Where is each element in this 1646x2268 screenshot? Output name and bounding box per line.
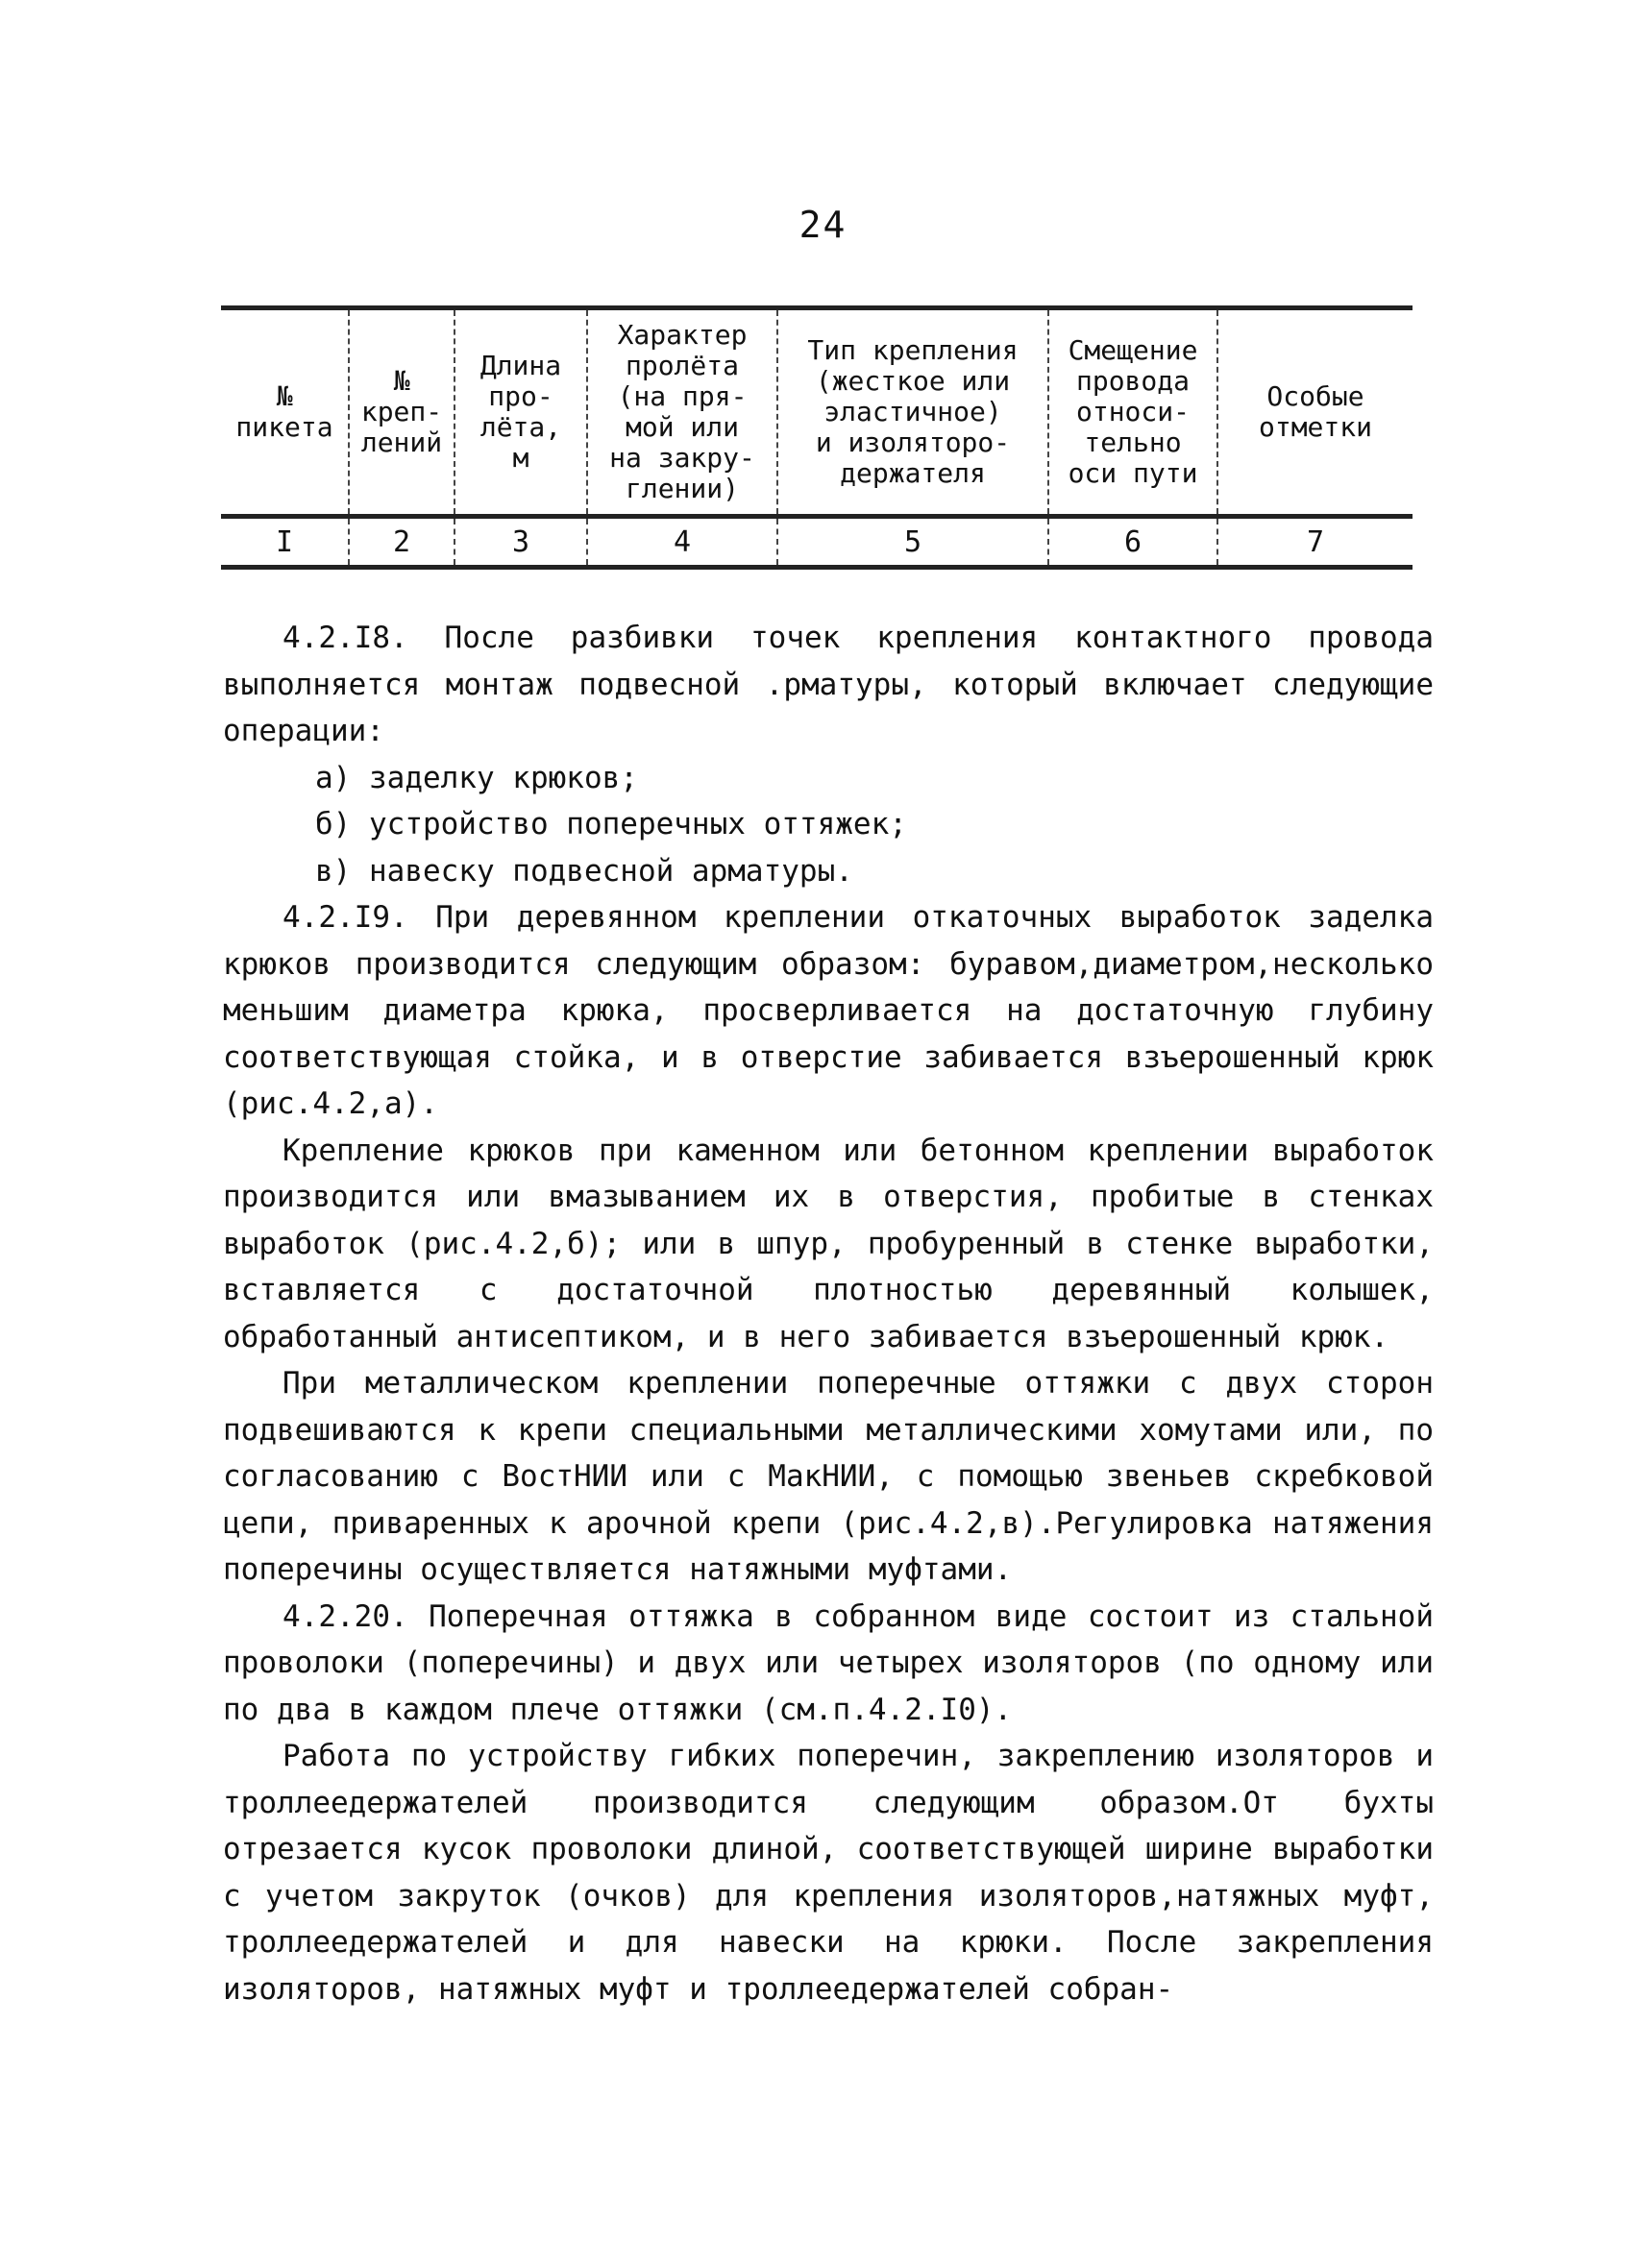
column-number: 7: [1306, 524, 1325, 559]
column-number: 5: [778, 519, 1049, 565]
header-special-notes: Особые отметки: [1258, 380, 1372, 443]
header-mount-number: № креп- лений: [350, 310, 455, 514]
body-text: [223, 615, 1434, 2012]
header-mount-type: Тип крепления (жесткое или эластичное) и изоляторо- держателя: [778, 310, 1049, 514]
header-span-length: Длина про- лёта, м: [455, 310, 588, 514]
column-number: I: [221, 519, 350, 565]
table-header-row: [221, 310, 1413, 514]
column-number: 3: [455, 519, 588, 565]
header-wire-offset: Смещение провода относи- тельно оси пути: [1049, 310, 1218, 514]
list-item: в) навеску подвесной арматуры.: [315, 853, 853, 889]
list-item: а) заделку крюков;: [315, 760, 638, 795]
paragraph-stone-mounting: Крепление крюков при каменном или бетонном креплении выработок производится или вмазыванием их в отверстия, пробитые в стенках выработок (рис.4.2,б); или в шпур, пробуренный в стенке выработки, вставляется с достаточной плотностью деревянный колышек, обработанный антисептиком, и в него забивается взъерошенный крюк.: [223, 1133, 1434, 1354]
paragraph-metal-mounting: При металлическом креплении поперечные оттяжки с двух сторон подвешиваются к крепи специальными металлическими хомутами или, по согласованию с ВостНИИ или с МакНИИ, с помощью звеньев скребковой цепи, приваренных к арочной крепи (рис.4.2,в).Регулировка натяжения поперечины осуществляется натяжными муфтами.: [223, 1366, 1434, 1587]
column-number: 2: [350, 519, 455, 565]
column-number: 6: [1049, 519, 1218, 565]
paragraph-4-2-18: 4.2.I8. После разбивки точек крепления контактного провода выполняется монтаж подвесной .рматуры, который включает следующие операции:: [223, 621, 1434, 748]
list-item: б) устройство поперечных оттяжек;: [315, 807, 907, 841]
paragraph-flexible-crossbars: Работа по устройству гибких поперечин, закреплению изоляторов и троллеедержателей производится следующим образом.От бухты отрезается кусок проволоки длиной, соответствующей ширине выработки с учетом закруток (очков) для крепления изоляторов,натяжных муфт, троллеедержателей и для навески на крюки. После закрепления изоляторов, натяжных муфт и троллеедержателей собран-: [223, 1739, 1434, 2007]
column-number: 4: [588, 519, 778, 565]
header-table: [221, 305, 1413, 570]
table-column-numbers-row: [221, 519, 1413, 565]
table-bottom-rule: [221, 565, 1413, 570]
page-number: 24: [798, 204, 848, 246]
paragraph-4-2-19: 4.2.I9. При деревянном креплении откаточных выработок заделка крюков производится следующим образом: буравом,диаметром,несколько меньшим диаметра крюка, просверливается на достаточную глубину соответствующая стойка, и в отверстие забивается взъерошенный крюк (рис.4.2,а).: [223, 900, 1434, 1121]
header-span-type: Характер пролёта (на пря- мой или на закру- глении): [588, 310, 778, 514]
paragraph-4-2-20: 4.2.20. Поперечная оттяжка в собранном виде состоит из стальной проволоки (поперечины) и двух или четырех изоляторов (по одному или по два в каждом плече оттяжки (см.п.4.2.I0).: [223, 1598, 1434, 1727]
header-picket-number: № пикета: [221, 310, 350, 514]
